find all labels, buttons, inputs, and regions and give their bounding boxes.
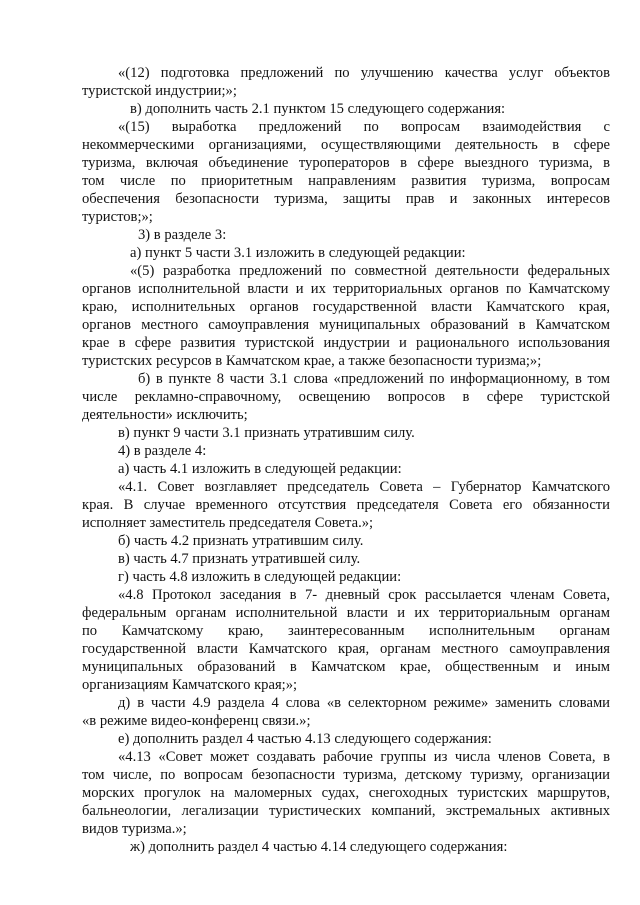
- text-line: некоммерческими организациями, осуществляющими деятельность в сфере: [82, 137, 610, 153]
- text-line: крае в сфере развития туристской индустрии и рационального использования: [82, 335, 610, 351]
- text-line: видов туризма.»;: [82, 821, 187, 837]
- text-line: ж) дополнить раздел 4 частью 4.14 следующего содержания:: [130, 839, 508, 855]
- text-line: в) дополнить часть 2.1 пунктом 15 следующего содержания:: [130, 101, 506, 117]
- text-line: государственной власти Камчатского края, органам местного самоуправления: [82, 641, 610, 657]
- text-line: краю, исполнительных органов государственной власти Камчатского края,: [82, 299, 610, 315]
- text-line: «(15) выработка предложений по вопросам взаимодействия с: [118, 119, 610, 135]
- text-line: туристских ресурсов в Камчатском крае, а также безопасности туризма;»;: [82, 353, 542, 369]
- text-line: организациям Камчатского края;»;: [82, 677, 298, 693]
- text-line: морских прогулок на маломерных судах, снегоходных туристских маршрутов,: [82, 785, 610, 801]
- text-line: е) дополнить раздел 4 частью 4.13 следующего содержания:: [118, 731, 492, 747]
- text-line: бальнеологии, легализации туристических компаний, экстремальных активных: [82, 803, 610, 819]
- text-line: «4.1. Совет возглавляет председатель Совета – Губернатор Камчатского: [118, 479, 610, 495]
- text-line: края. В случае временного отсутствия председателя Совета его обязанности: [82, 497, 610, 513]
- text-line: исполняет заместитель председателя Совета.»;: [82, 515, 374, 531]
- text-line: том числе по приоритетным направлениям развития туризма, вопросам: [82, 173, 610, 189]
- text-line: том числе, по вопросам безопасности туризма, детскому туризму, организации: [82, 767, 610, 783]
- text-line: обеспечения безопасности туризма, защиты прав и законных интересов: [82, 191, 610, 207]
- text-line: в) пункт 9 части 3.1 признать утратившим силу.: [118, 425, 415, 441]
- text-line: 3) в разделе 3:: [138, 227, 227, 243]
- text-line: числе рекламно-справочному, освещению вопросов в сфере туристской: [82, 389, 610, 405]
- text-line: б) в пункте 8 части 3.1 слова «предложений по информационному, в том: [138, 371, 610, 387]
- text-line: в) часть 4.7 признать утратившей силу.: [118, 551, 361, 567]
- text-line: б) часть 4.2 признать утратившим силу.: [118, 533, 364, 549]
- text-line: туризма, включая объединение туроператоров в сфере выездного туризма, в: [82, 155, 610, 171]
- text-line: «4.13 «Совет может создавать рабочие группы из числа членов Совета, в: [118, 749, 610, 765]
- text-line: д) в части 4.9 раздела 4 слова «в селекторном режиме» заменить словами: [118, 695, 610, 711]
- text-line: а) часть 4.1 изложить в следующей редакции:: [118, 461, 402, 477]
- text-line: по Камчатскому краю, заинтересованным исполнительным органам: [82, 623, 610, 639]
- text-line: 4) в разделе 4:: [118, 443, 207, 459]
- text-line: г) часть 4.8 изложить в следующей редакции:: [118, 569, 402, 585]
- text-line: туристской индустрии;»;: [82, 83, 237, 99]
- text-line: туристов;»;: [82, 209, 153, 225]
- text-line: муниципальных образований в Камчатском крае, общественным и иным: [82, 659, 610, 675]
- text-line: «4.8 Протокол заседания в 7- дневный срок рассылается членам Совета,: [118, 587, 610, 603]
- text-line: органов исполнительной власти и их территориальных органов по Камчатскому: [82, 281, 610, 297]
- text-line: органов местного самоуправления муниципальных образований в Камчатском: [82, 317, 610, 333]
- text-line: «(5) разработка предложений по совместной деятельности федеральных: [130, 263, 610, 279]
- text-line: федеральным органам исполнительной власти и их территориальным органам: [82, 605, 610, 621]
- text-line: а) пункт 5 части 3.1 изложить в следующей редакции:: [130, 245, 466, 261]
- text-line: «(12) подготовка предложений по улучшению качества услуг объектов: [118, 65, 610, 81]
- text-line: «в режиме видео-конференц связи.»;: [82, 713, 311, 729]
- text-line: деятельности» исключить;: [82, 407, 248, 423]
